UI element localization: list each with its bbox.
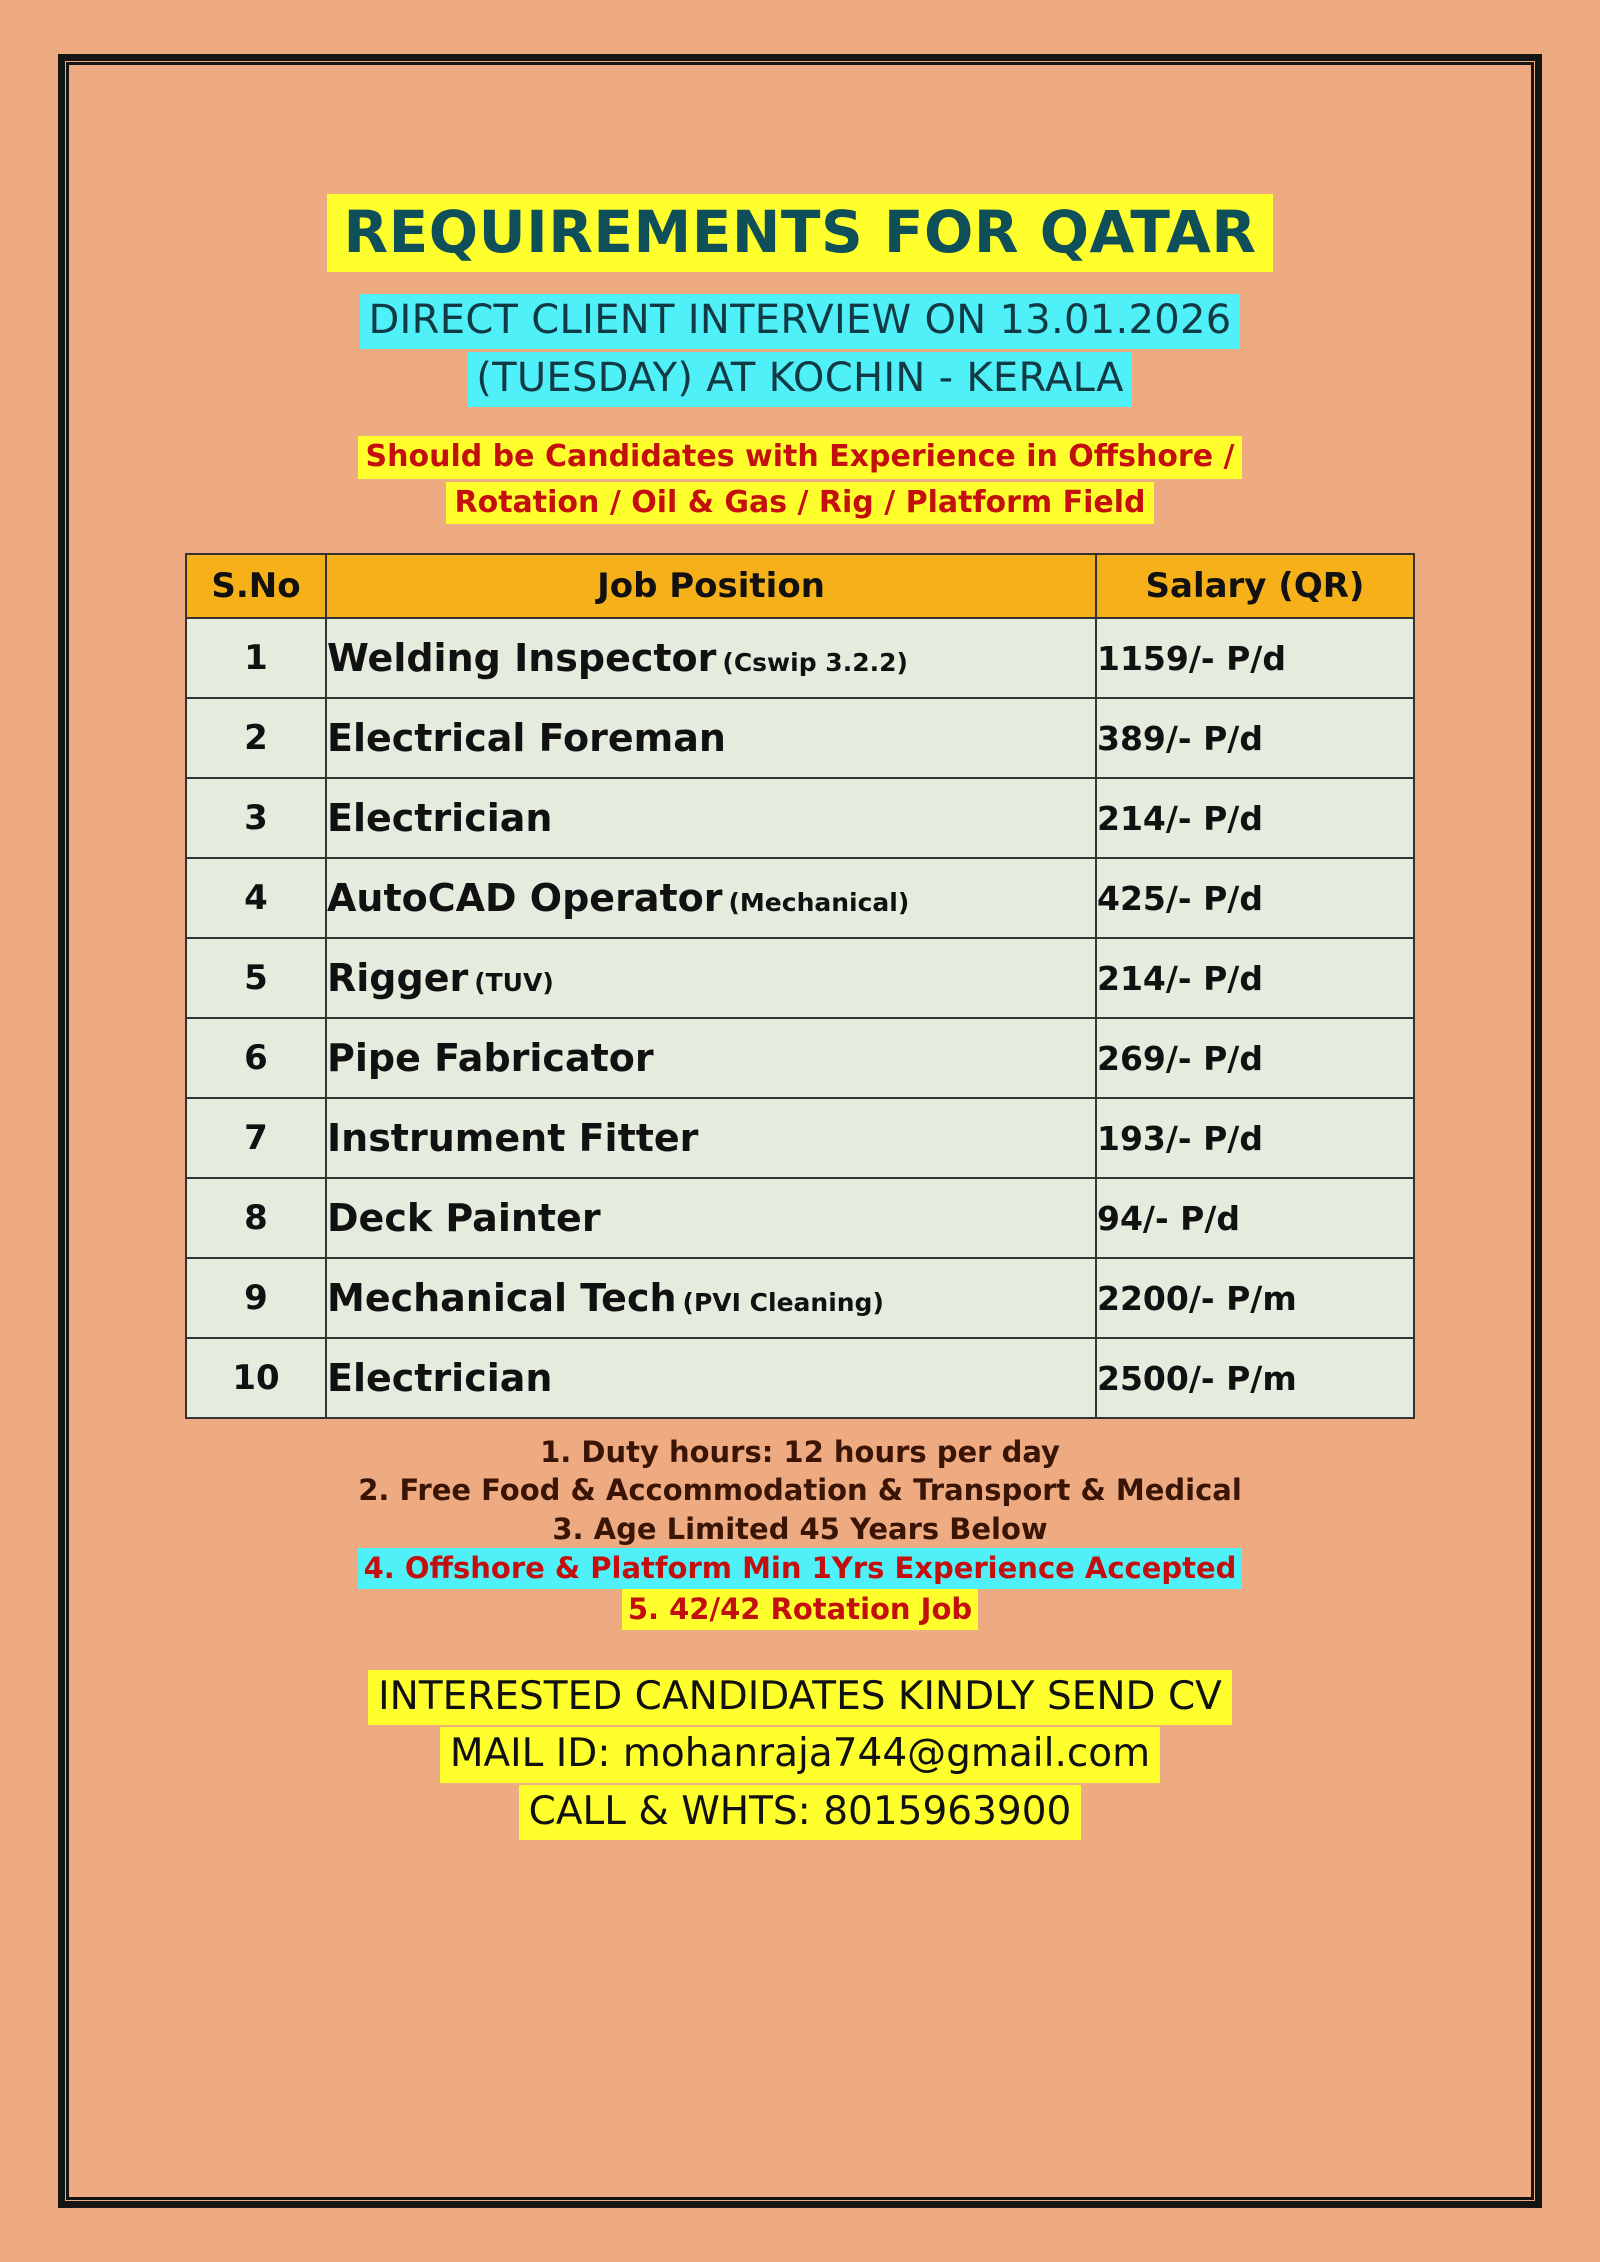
cell-salary: 389/- P/d: [1096, 698, 1414, 778]
cell-position: [326, 858, 1096, 938]
cell-salary: 214/- P/d: [1096, 778, 1414, 858]
column-header-salary: Salary (QR): [1096, 554, 1414, 618]
cell-salary: 2500/- P/m: [1096, 1338, 1414, 1418]
cell-sno: 7: [186, 1098, 326, 1178]
interview-date-line: DIRECT CLIENT INTERVIEW ON 13.01.2026: [360, 294, 1239, 349]
contact-email[interactable]: MAIL ID: mohanraja744@gmail.com: [440, 1727, 1160, 1782]
term-item: 1. Duty hours: 12 hours per day: [540, 1435, 1060, 1470]
term-item-highlighted-yellow: 5. 42/42 Rotation Job: [622, 1589, 978, 1630]
job-positions-table: [185, 553, 1415, 1419]
cell-position: [326, 1258, 1096, 1338]
cell-salary: 94/- P/d: [1096, 1178, 1414, 1258]
cell-salary: 425/- P/d: [1096, 858, 1414, 938]
cell-sno: 5: [186, 938, 326, 1018]
contact-block: [98, 1670, 1502, 1841]
interview-details-block: [98, 294, 1502, 410]
table-row: [186, 1338, 1414, 1418]
cell-position: [326, 938, 1096, 1018]
cell-position: [326, 618, 1096, 698]
cell-position: [326, 1338, 1096, 1418]
table-row: [186, 618, 1414, 698]
terms-list: [98, 1433, 1502, 1630]
term-item: 2. Free Food & Accommodation & Transport & Medical: [358, 1473, 1242, 1508]
table-body: [186, 618, 1414, 1418]
experience-note-block: [98, 436, 1502, 527]
position-name: Rigger: [327, 956, 469, 1001]
cell-salary: 193/- P/d: [1096, 1098, 1414, 1178]
term-item: 3. Age Limited 45 Years Below: [552, 1511, 1048, 1546]
cell-salary: 1159/- P/d: [1096, 618, 1414, 698]
position-note: (PVI Cleaning): [682, 1288, 884, 1318]
column-header-sno: S.No: [186, 554, 326, 618]
position-note: (Cswip 3.2.2): [722, 648, 908, 678]
contact-phone[interactable]: CALL & WHTS: 8015963900: [519, 1785, 1082, 1840]
experience-note-line-1: Should be Candidates with Experience in Offshore /: [358, 436, 1243, 479]
position-name: Electrical Foreman: [327, 716, 726, 761]
cell-salary: 214/- P/d: [1096, 938, 1414, 1018]
term-item-highlighted-cyan: 4. Offshore & Platform Min 1Yrs Experience Accepted: [358, 1548, 1243, 1589]
table-header-row: [186, 554, 1414, 618]
cell-sno: 3: [186, 778, 326, 858]
table-row: [186, 1018, 1414, 1098]
position-name: Mechanical Tech: [327, 1276, 677, 1321]
position-name: Instrument Fitter: [327, 1116, 699, 1161]
column-header-position: Job Position: [326, 554, 1096, 618]
cell-sno: 8: [186, 1178, 326, 1258]
table-row: [186, 1178, 1414, 1258]
cell-position: [326, 1018, 1096, 1098]
poster-content: [58, 54, 1542, 1842]
cell-sno: 9: [186, 1258, 326, 1338]
cell-salary: 2200/- P/m: [1096, 1258, 1414, 1338]
table-row: [186, 1098, 1414, 1178]
cell-sno: 4: [186, 858, 326, 938]
position-name: Deck Painter: [327, 1196, 601, 1241]
position-note: (Mechanical): [728, 888, 910, 918]
experience-note-line-2: Rotation / Oil & Gas / Rig / Platform Field: [446, 482, 1153, 525]
position-name: Electrician: [327, 796, 553, 841]
cell-sno: 2: [186, 698, 326, 778]
cell-position: [326, 698, 1096, 778]
cell-salary: 269/- P/d: [1096, 1018, 1414, 1098]
cell-sno: 1: [186, 618, 326, 698]
cell-sno: 10: [186, 1338, 326, 1418]
cell-sno: 6: [186, 1018, 326, 1098]
position-name: Welding Inspector: [327, 636, 717, 681]
table-row: [186, 1258, 1414, 1338]
position-name: Electrician: [327, 1356, 553, 1401]
table-row: [186, 778, 1414, 858]
table-row: [186, 698, 1414, 778]
table-row: [186, 858, 1414, 938]
position-name: Pipe Fabricator: [327, 1036, 654, 1081]
interview-venue-line: (TUESDAY) AT KOCHIN - KERALA: [468, 352, 1132, 407]
position-note: (TUV): [474, 968, 554, 998]
cell-position: [326, 778, 1096, 858]
page-title: REQUIREMENTS FOR QATAR: [327, 194, 1272, 272]
poster-title-block: [98, 194, 1502, 272]
contact-instruction: INTERESTED CANDIDATES KINDLY SEND CV: [368, 1670, 1232, 1725]
cell-position: [326, 1178, 1096, 1258]
cell-position: [326, 1098, 1096, 1178]
position-name: AutoCAD Operator: [327, 876, 723, 921]
table-row: [186, 938, 1414, 1018]
